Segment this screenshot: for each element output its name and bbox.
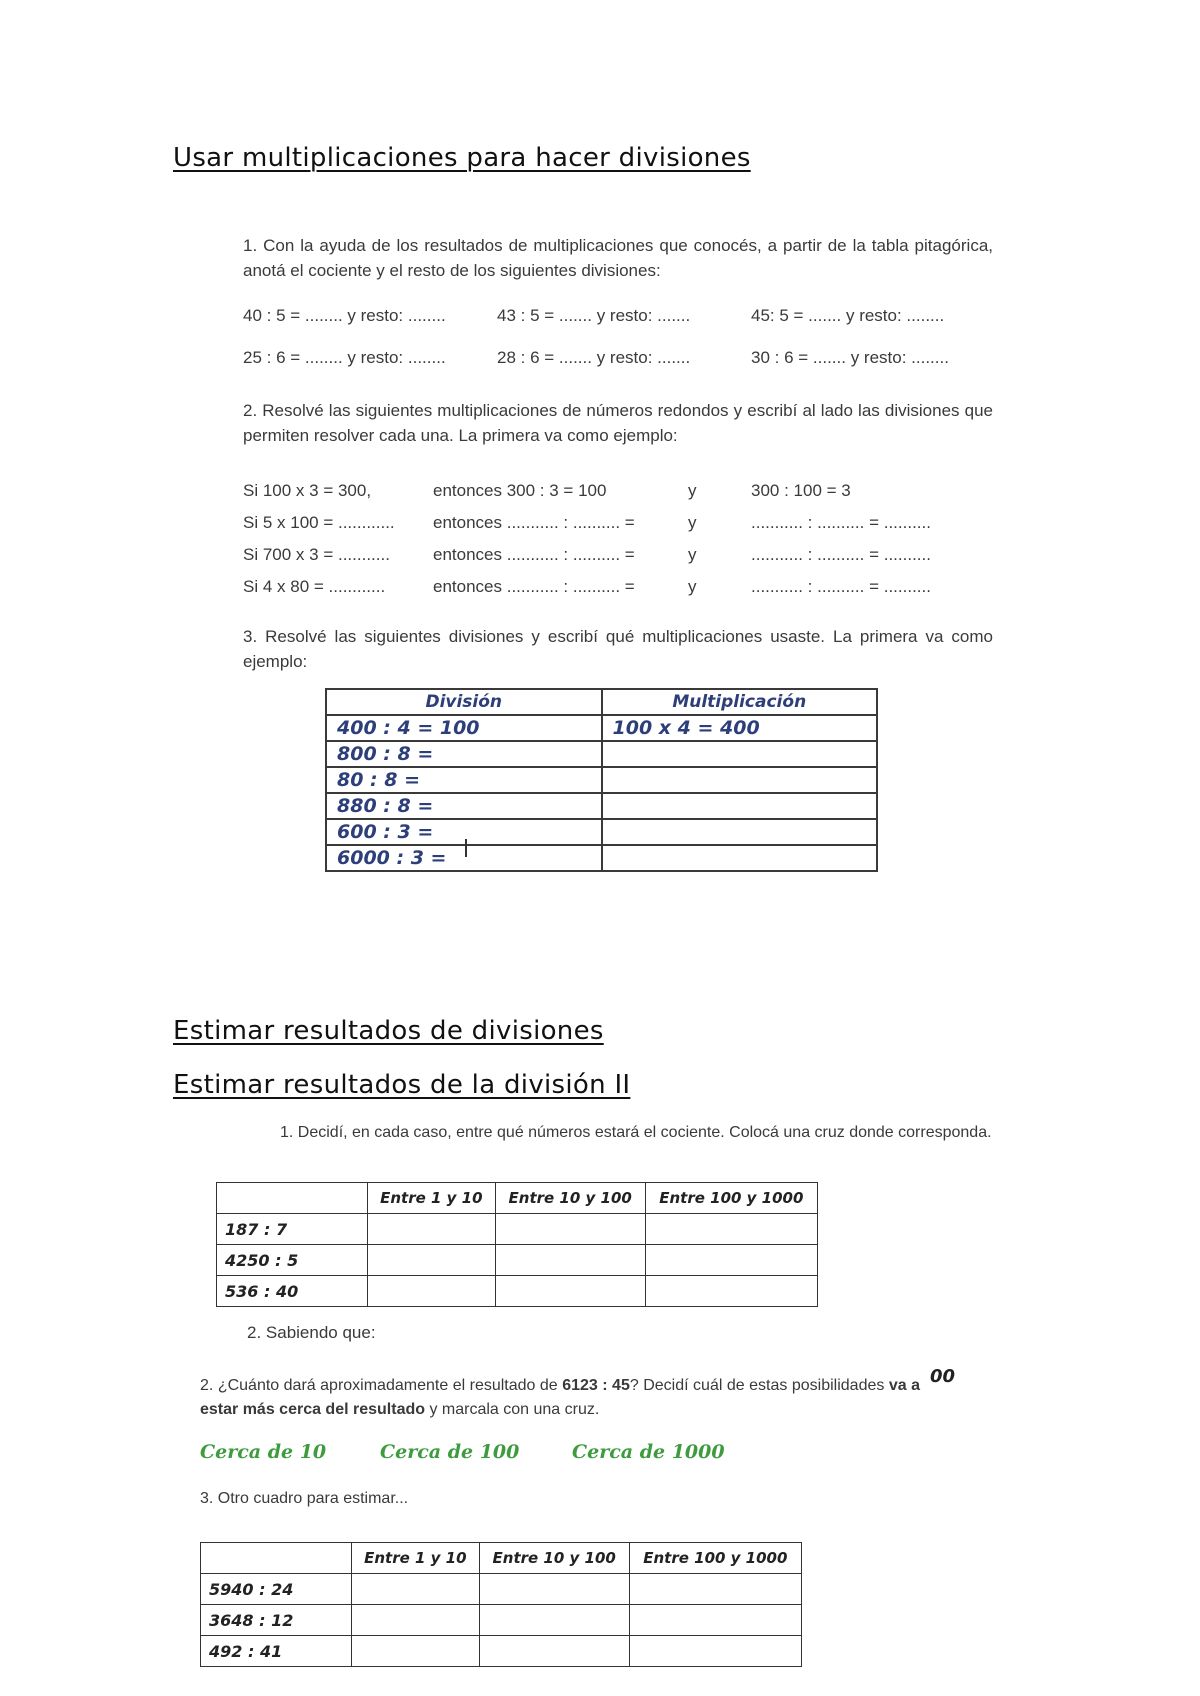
- division-cell: 880 : 8 =: [326, 793, 602, 819]
- division-item: 28 : 6 = ....... y resto: .......: [497, 348, 691, 367]
- multiplication-row-4: [243, 577, 1003, 599]
- check-cell[interactable]: [645, 1214, 817, 1245]
- table-row: [217, 1245, 818, 1276]
- text-bold-segment: va a estar más cerca del resultado: [200, 1377, 921, 1418]
- table-row: [326, 845, 877, 871]
- stray-mark: 00: [930, 1366, 956, 1387]
- exercise-3-instructions: 3. Resolvé las siguientes divisiones y escribí qué multiplicaciones usaste. La primera va como ejemplo:: [243, 627, 993, 671]
- section-title-multiplicaciones: Usar multiplicaciones para hacer divisiones: [173, 143, 751, 173]
- multiplication-item: Si 100 x 3 = 300,: [243, 481, 372, 500]
- table-header-range: Entre 100 y 1000: [645, 1183, 817, 1214]
- section-title-estimar: Estimar resultados de divisiones: [173, 1016, 604, 1046]
- table-header-division: División: [326, 689, 602, 715]
- exercise-1-instructions: 1. Con la ayuda de los resultados de multiplicaciones que conocés, a partir de la tabla pitagórica, anotá el cociente y el resto de los siguientes divisiones:: [243, 236, 993, 280]
- multiplication-cell[interactable]: [602, 767, 878, 793]
- check-cell[interactable]: [368, 1214, 496, 1245]
- table-row: [201, 1574, 802, 1605]
- check-cell[interactable]: [479, 1605, 629, 1636]
- table-header-range: Entre 100 y 1000: [629, 1543, 801, 1574]
- check-cell[interactable]: [629, 1636, 801, 1667]
- table-header-blank: [217, 1183, 368, 1214]
- check-cell[interactable]: [479, 1636, 629, 1667]
- division-item: 30 : 6 = ....... y resto: ........: [751, 348, 949, 367]
- conjunction: y: [688, 545, 697, 564]
- division-row-2: [243, 348, 1003, 370]
- table-header-blank: [201, 1543, 352, 1574]
- check-cell[interactable]: [645, 1276, 817, 1307]
- option-cerca-100[interactable]: Cerca de 100: [380, 1441, 520, 1463]
- table-row: [326, 715, 877, 741]
- multiplication-item: Si 700 x 3 = ...........: [243, 545, 390, 564]
- text-cursor-icon: [465, 839, 467, 857]
- check-cell[interactable]: [629, 1605, 801, 1636]
- division-equivalent: entonces ........... : .......... =: [433, 513, 635, 532]
- division-cell: 800 : 8 =: [326, 741, 602, 767]
- estimate-exercise-2b-instructions: [200, 1374, 920, 1422]
- table-row: [326, 793, 877, 819]
- division-equivalent: entonces ........... : .......... =: [433, 577, 635, 596]
- division-cell: 536 : 40: [217, 1276, 368, 1307]
- text-segment: ? Decidí cuál de estas posibilidades: [629, 1377, 889, 1394]
- multiplication-row-3: [243, 545, 1003, 567]
- check-cell[interactable]: [495, 1214, 645, 1245]
- division-item: 45: 5 = ....... y resto: ........: [751, 306, 945, 325]
- conjunction: y: [688, 577, 697, 596]
- table-row: [217, 1276, 818, 1307]
- table-row: [217, 1214, 818, 1245]
- division-equivalent: ........... : .......... = ..........: [751, 577, 931, 596]
- multiplication-row-2: [243, 513, 1003, 535]
- estimate-table-2: [200, 1542, 802, 1667]
- multiplication-cell[interactable]: [602, 741, 878, 767]
- division-cell: 80 : 8 =: [326, 767, 602, 793]
- estimate-exercise-2a-label: 2. Sabiendo que:: [247, 1323, 376, 1342]
- table-header-range: Entre 1 y 10: [368, 1183, 496, 1214]
- estimate-exercise-3-label: 3. Otro cuadro para estimar...: [200, 1490, 409, 1507]
- option-cerca-1000[interactable]: Cerca de 1000: [572, 1441, 725, 1463]
- multiplication-item: Si 4 x 80 = ............: [243, 577, 386, 596]
- check-cell[interactable]: [645, 1245, 817, 1276]
- table-header-range: Entre 1 y 10: [352, 1543, 480, 1574]
- check-cell[interactable]: [629, 1574, 801, 1605]
- division-item: 40 : 5 = ........ y resto: ........: [243, 306, 446, 325]
- division-cell: 600 : 3 =: [326, 819, 602, 845]
- conjunction: y: [688, 481, 697, 500]
- text-bold-segment: 6123 : 45: [562, 1377, 630, 1394]
- table-row: [326, 767, 877, 793]
- check-cell[interactable]: [495, 1245, 645, 1276]
- check-cell[interactable]: [368, 1245, 496, 1276]
- division-equivalent: entonces 300 : 3 = 100: [433, 481, 607, 500]
- check-cell[interactable]: [352, 1574, 480, 1605]
- division-equivalent: 300 : 100 = 3: [751, 481, 851, 500]
- multiplication-cell[interactable]: [602, 793, 878, 819]
- table-header-range: Entre 10 y 100: [479, 1543, 629, 1574]
- multiplication-cell[interactable]: [602, 845, 878, 871]
- multiplication-row-1: [243, 481, 1003, 503]
- division-multiplication-table: [325, 688, 878, 872]
- table-row: [201, 1605, 802, 1636]
- estimate-exercise-1-instructions: 1. Decidí, en cada caso, entre qué números estará el cociente. Colocá una cruz donde corresponda.: [280, 1124, 992, 1141]
- division-cell: 187 : 7: [217, 1214, 368, 1245]
- division-item: 43 : 5 = ....... y resto: .......: [497, 306, 691, 325]
- check-cell[interactable]: [479, 1574, 629, 1605]
- multiplication-item: Si 5 x 100 = ............: [243, 513, 395, 532]
- division-cell: 4250 : 5: [217, 1245, 368, 1276]
- table-row: [201, 1636, 802, 1667]
- division-equivalent: ........... : .......... = ..........: [751, 513, 931, 532]
- multiplication-cell[interactable]: 100 x 4 = 400: [602, 715, 878, 741]
- division-cell: 3648 : 12: [201, 1605, 352, 1636]
- division-equivalent: ........... : .......... = ..........: [751, 545, 931, 564]
- check-cell[interactable]: [352, 1636, 480, 1667]
- text-segment: 2. ¿Cuánto dará aproximadamente el resultado de: [200, 1377, 563, 1394]
- division-cell: 6000 : 3 =: [326, 845, 602, 871]
- division-item: 25 : 6 = ........ y resto: ........: [243, 348, 446, 367]
- check-cell[interactable]: [495, 1276, 645, 1307]
- check-cell[interactable]: [368, 1276, 496, 1307]
- table-header-multiplication: Multiplicación: [602, 689, 878, 715]
- table-row: [326, 741, 877, 767]
- table-header-range: Entre 10 y 100: [495, 1183, 645, 1214]
- conjunction: y: [688, 513, 697, 532]
- text-segment: y marcala con una cruz.: [425, 1401, 600, 1418]
- division-row-1: [243, 306, 1003, 328]
- option-cerca-10[interactable]: Cerca de 10: [200, 1441, 327, 1463]
- multiplication-cell[interactable]: [602, 819, 878, 845]
- division-cell: 400 : 4 = 100: [326, 715, 602, 741]
- exercise-2-instructions: 2. Resolvé las siguientes multiplicaciones de números redondos y escribí al lado las divisiones que permiten resolver cada una. La primera va como ejemplo:: [243, 401, 993, 445]
- section-subtitle-estimar-ii: Estimar resultados de la división II: [173, 1070, 631, 1100]
- division-cell: 492 : 41: [201, 1636, 352, 1667]
- division-cell: 5940 : 24: [201, 1574, 352, 1605]
- estimate-table-1: [216, 1182, 818, 1307]
- check-cell[interactable]: [352, 1605, 480, 1636]
- table-row: [326, 819, 877, 845]
- division-equivalent: entonces ........... : .......... =: [433, 545, 635, 564]
